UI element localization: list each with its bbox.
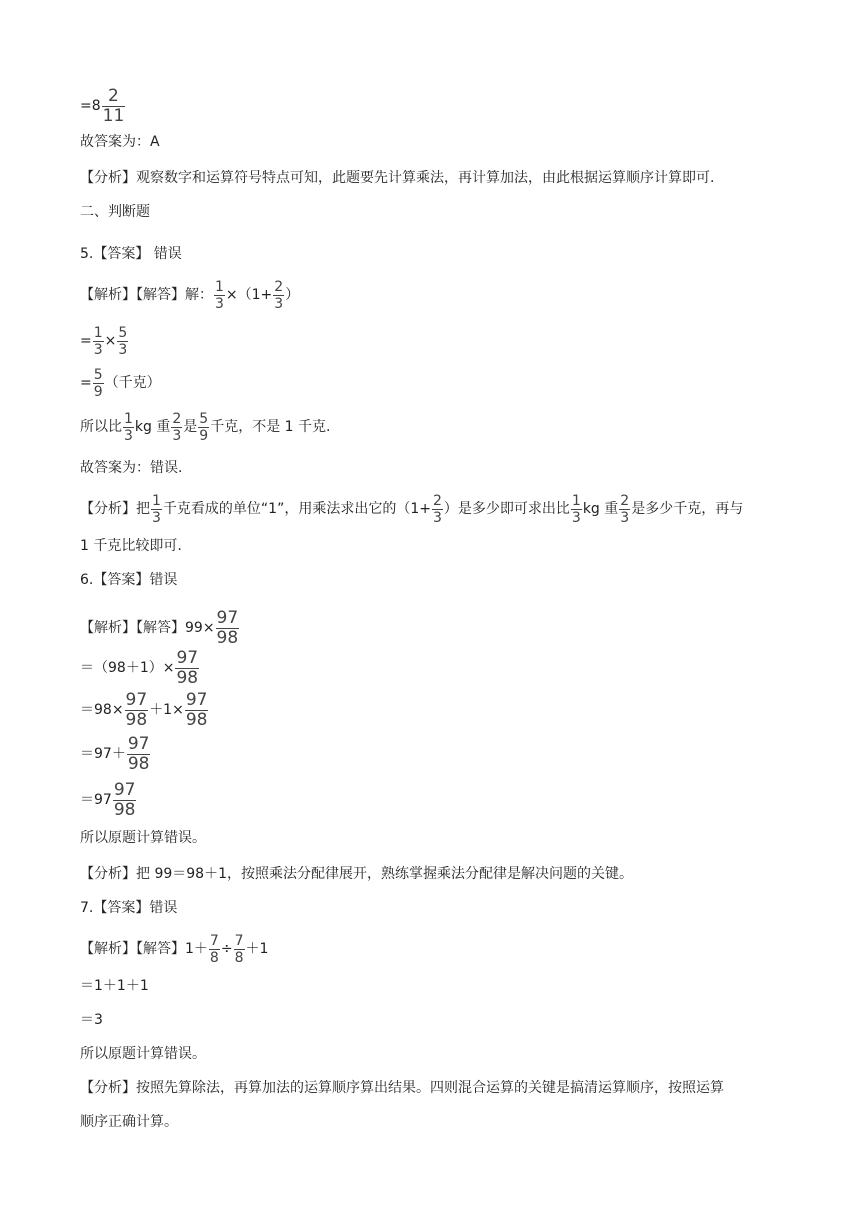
q5-analysis-cont [80, 538, 800, 555]
step-text: ＝3 [80, 1012, 103, 1028]
fraction-numerator: 2 [274, 279, 284, 295]
q5-answer-line [80, 246, 800, 263]
fraction [198, 412, 209, 443]
text-segment: 【分析】把 [80, 501, 150, 518]
fraction [175, 650, 199, 687]
fraction-denominator: 98 [125, 710, 148, 730]
fraction [234, 934, 245, 965]
fraction-numerator: 97 [185, 690, 208, 710]
text-segment: ）是多少即可求出比 [443, 501, 570, 518]
conclusion-text: 所以原题计算错误。 [80, 1046, 206, 1062]
fraction-denominator: 3 [124, 428, 133, 444]
fraction [571, 494, 582, 525]
fraction [123, 412, 134, 443]
q6-analysis-line [80, 866, 800, 883]
text-segment: ＋1 [245, 941, 269, 958]
fraction [185, 692, 209, 729]
q6-step-line [80, 692, 800, 729]
fraction [93, 326, 104, 357]
text-segment: ×（1+ [225, 287, 273, 304]
fraction-numerator: 1 [93, 325, 103, 341]
fraction-numerator: 1 [215, 279, 224, 295]
q6-conclusion-line [80, 830, 800, 847]
fraction [273, 280, 284, 311]
fraction-denominator: 8 [234, 950, 244, 966]
fraction [113, 782, 137, 819]
q7-analysis-line [80, 1080, 800, 1097]
q7-step-line [80, 978, 800, 995]
fraction [127, 736, 151, 773]
fraction-denominator: 11 [102, 106, 125, 126]
fraction-numerator: 5 [199, 411, 209, 427]
fraction [117, 326, 128, 357]
fraction-denominator: 3 [620, 510, 630, 526]
analysis-text: 【分析】观察数字和运算符号特点可知，此题要先计算乘法，再计算加法，由此根据运算顺序计算即可. [80, 170, 715, 186]
q6-step-line [80, 736, 800, 773]
text-segment: （千克） [104, 375, 161, 392]
q6-answer-line [80, 572, 800, 589]
fraction-numerator: 5 [93, 367, 103, 383]
fraction-numerator: 97 [125, 690, 148, 710]
answer-line [80, 134, 800, 151]
q7-solution-line [80, 934, 800, 965]
fraction-denominator: 3 [118, 342, 128, 358]
q6-step-line [80, 782, 800, 819]
text-segment: = [80, 375, 92, 392]
fraction-denominator: 8 [209, 950, 219, 966]
fraction [209, 934, 220, 965]
text-segment: = [80, 333, 92, 350]
text-segment: 千克，不是 1 千克. [210, 419, 331, 436]
text-segment: ＝97 [80, 792, 112, 809]
conclusion-text: 所以原题计算错误。 [80, 830, 206, 846]
text-segment: kg 重 [582, 501, 619, 518]
q6-step-line [80, 650, 800, 687]
text-segment: 【解析】【解答】解： [80, 287, 213, 304]
fraction-numerator: 1 [124, 411, 133, 427]
fraction-numerator: 2 [108, 86, 119, 106]
fraction-numerator: 97 [127, 734, 150, 754]
step-text: ＝1＋1＋1 [80, 978, 149, 994]
q6-solution-line [80, 610, 800, 647]
fraction-numerator: 97 [176, 648, 199, 668]
answer-text: 故答案为：错误. [80, 460, 183, 476]
fraction-denominator: 3 [172, 428, 182, 444]
fraction-numerator: 1 [152, 493, 161, 509]
q5-step-line [80, 368, 800, 399]
fraction [125, 692, 149, 729]
fraction-denominator: 98 [113, 800, 136, 820]
q5-answer-summary [80, 460, 800, 477]
text-segment: 千克看成的单位“1”，用乘法求出它的（1+ [162, 501, 431, 518]
fraction [151, 494, 162, 525]
text-segment: ＋1× [149, 702, 184, 719]
fraction-denominator: 3 [432, 510, 442, 526]
fraction [619, 494, 630, 525]
fraction-denominator: 3 [215, 296, 224, 312]
analysis-text: 顺序正确计算。 [80, 1114, 178, 1130]
q5-solution-line [80, 280, 800, 311]
fraction-numerator: 2 [432, 493, 442, 509]
text-segment: 【解析】【解答】1＋ [80, 941, 208, 958]
calc-result-prefix: =8 [80, 98, 101, 115]
text-segment: ＝98× [80, 702, 124, 719]
fraction-numerator: 5 [118, 325, 128, 341]
q7-answer-line [80, 900, 800, 917]
fraction-numerator: 1 [571, 493, 581, 509]
analysis-text: 1 千克比较即可. [80, 538, 182, 554]
analysis-text: 【分析】把 99＝98＋1，按照乘法分配律展开，熟练掌握乘法分配律是解决问题的关键。 [80, 866, 633, 882]
text-segment: × [104, 333, 117, 350]
text-segment: 【解析】【解答】99× [80, 620, 215, 637]
fraction-numerator: 2 [620, 493, 630, 509]
fraction [216, 610, 240, 647]
section-heading [80, 204, 800, 221]
text-segment: ） [285, 287, 300, 304]
fraction-denominator: 3 [152, 510, 161, 526]
text-segment: 所以比 [80, 419, 122, 436]
section-heading-text: 二、判断题 [80, 204, 150, 220]
fraction [432, 494, 443, 525]
text-segment: ÷ [220, 941, 233, 958]
fraction-denominator: 98 [216, 628, 239, 648]
fraction-numerator: 97 [216, 608, 239, 628]
fraction [171, 412, 182, 443]
fraction [93, 368, 104, 399]
fraction-denominator: 98 [176, 668, 199, 688]
q7-step-line [80, 1012, 800, 1029]
text-segment: 是 [183, 419, 198, 436]
fraction-denominator: 3 [274, 296, 284, 312]
text-segment: ＝（98＋1）× [80, 660, 175, 677]
q7-analysis-cont [80, 1114, 800, 1131]
q5-analysis-line [80, 494, 800, 525]
fraction [102, 88, 126, 125]
fraction-denominator: 98 [185, 710, 208, 730]
q7-conclusion-line [80, 1046, 800, 1063]
fraction-numerator: 7 [234, 933, 244, 949]
fraction-denominator: 3 [93, 342, 103, 358]
q5-conclusion-line [80, 412, 800, 443]
fraction-numerator: 97 [113, 780, 136, 800]
calc-result-line [80, 88, 800, 125]
q5-step-line [80, 326, 800, 357]
q5-answer-text: 5.【答案】 错误 [80, 246, 182, 262]
fraction-numerator: 7 [209, 933, 219, 949]
fraction-numerator: 2 [172, 411, 182, 427]
text-segment: ＝97＋ [80, 746, 126, 763]
answer-text: 故答案为：A [80, 134, 160, 150]
analysis-line [80, 170, 800, 187]
fraction-denominator: 3 [571, 510, 581, 526]
q7-answer-text: 7.【答案】错误 [80, 900, 178, 916]
fraction-denominator: 9 [199, 428, 209, 444]
analysis-text: 【分析】按照先算除法，再算加法的运算顺序算出结果。四则混合运算的关键是搞清运算顺序，按照运算 [80, 1080, 724, 1096]
fraction-denominator: 9 [93, 384, 103, 400]
fraction [214, 280, 225, 311]
q6-answer-text: 6.【答案】错误 [80, 572, 178, 588]
text-segment: kg 重 [134, 419, 171, 436]
fraction-denominator: 98 [127, 754, 150, 774]
text-segment: 是多少千克，再与 [631, 501, 744, 518]
